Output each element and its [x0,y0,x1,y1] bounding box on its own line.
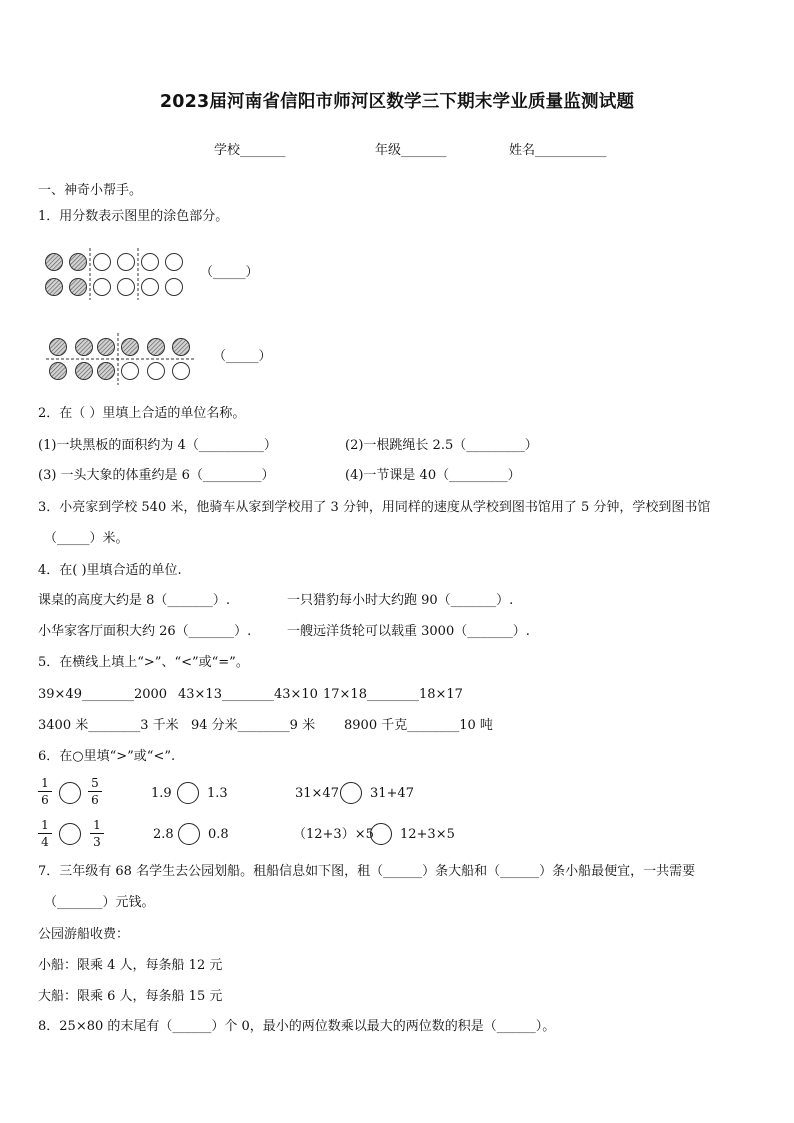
compare-circle[interactable] [59,782,81,804]
q5-item: 8900 千克________10 吨 [344,718,493,733]
shaded-circle [46,254,63,271]
shaded-circle [76,339,93,356]
circle [118,279,135,296]
question-7: 7．三年级有 68 名学生去公园划船。租船信息如下图，租（______）条大船和（______）条小船最便宜，一共需要 [38,864,696,879]
q2-item-2: (2)一根跳绳长 2.5（_________） [345,438,538,453]
circle [166,254,183,271]
circle [142,279,159,296]
q2-item-4: (4)一节课是 40（_________） [345,468,521,483]
shaded-circle [98,363,115,380]
circle [142,254,159,271]
q5-item: 39×49________2000 [38,687,168,702]
fraction [90,818,104,849]
question-8: 8．25×80 的末尾有（______）个 0，最小的两位数乘以最大的两位数的积是（______）。 [38,1019,556,1034]
q6-left-value: （12+3）×5 [293,827,374,842]
shaded-circle [50,363,67,380]
section-heading: 一、神奇小帮手。 [38,183,143,198]
page-title: 2023届河南省信阳市师河区数学三下期末学业质量监测试题 [159,92,635,112]
compare-circle[interactable] [340,782,362,804]
small-boat-info: 小船：限乘 4 人，每条船 12 元 [38,958,223,973]
denominator: 4 [41,835,49,849]
question-3: 3．小亮家到学校 540 米，他骑车从家到学校用了 3 分钟，用同样的速度从学校到图书馆用了 5 分钟，学校到图书馆 [38,500,711,515]
question-7-cont: （_______）元钱。 [44,895,155,910]
circle [118,254,135,271]
q4-item-2: 一只猎豹每小时大约跑 90（_______）. [287,593,514,608]
denominator: 6 [41,793,49,807]
circle [94,254,111,271]
numerator: 1 [41,818,49,832]
shaded-circle [76,363,93,380]
compare-circle[interactable] [59,823,81,845]
q6-left-value: 2.8 [153,827,174,842]
shaded-circle [148,339,165,356]
q6-right-value: 31+47 [370,786,414,801]
numerator: 5 [91,776,99,790]
circle [166,279,183,296]
big-boat-info: 大船：限乘 6 人，每条船 15 元 [38,989,223,1004]
denominator: 6 [91,793,99,807]
fraction [38,818,52,849]
q5-item: 94 分米________9 米 [191,718,316,733]
question-5: 5．在横线上填上“>”、“<”或“=”。 [38,655,249,670]
answer-blank[interactable]: （_____） [213,349,272,364]
question-6: 6．在○里填“>”或“<”. [38,749,176,764]
shaded-circle [70,254,87,271]
shaded-circle [122,339,139,356]
question-3-cont: （_____）米。 [44,531,129,546]
circle [94,279,111,296]
numerator: 1 [93,818,101,832]
q6-left-value: 1.9 [151,786,172,801]
numerator: 1 [41,776,49,790]
boat-fee-title: 公园游船收费： [38,927,130,942]
q4-item-3: 小华家客厅面积大约 26（_______）. [38,624,252,639]
shaded-circle [50,339,67,356]
q6-right-value: 1.3 [207,786,228,801]
shaded-circle [98,339,115,356]
q4-item-4: 一艘远洋货轮可以载重 3000（_______）. [287,624,530,639]
q6-left-value: 31×47 [295,786,339,801]
q4-item-1: 课桌的高度大约是 8（_______）. [38,593,231,608]
compare-circle[interactable] [177,782,199,804]
fraction-figure-1 [40,248,200,300]
q5-item: 43×13________43×10 [178,687,318,702]
grade-field: 年级_______ [375,143,447,158]
circle [148,363,165,380]
fraction-figure-2 [44,333,204,385]
q2-item-3: (3) 一头大象的体重约是 6（_________） [38,468,275,483]
question-2: 2．在（ ）里填上合适的单位名称。 [38,406,246,421]
question-1: 1．用分数表示图里的涂色部分。 [38,209,229,224]
fraction [88,776,102,807]
compare-circle[interactable] [178,823,200,845]
name-field: 姓名___________ [509,143,607,158]
shaded-circle [173,339,190,356]
q2-item-1: (1)一块黑板的面积约为 4（__________） [38,438,277,453]
q6-right-value: 0.8 [208,827,229,842]
answer-blank[interactable]: （_____） [200,265,259,280]
shaded-circle [46,279,63,296]
fraction [38,776,52,807]
question-4: 4．在( )里填合适的单位. [38,563,182,578]
circle [173,363,190,380]
q5-item: 17×18________18×17 [323,687,463,702]
compare-circle[interactable] [370,823,392,845]
denominator: 3 [93,835,101,849]
shaded-circle [70,279,87,296]
q5-item: 3400 米________3 千米 [38,718,179,733]
q6-right-value: 12+3×5 [400,827,455,842]
circle [122,363,139,380]
school-field: 学校_______ [214,143,286,158]
